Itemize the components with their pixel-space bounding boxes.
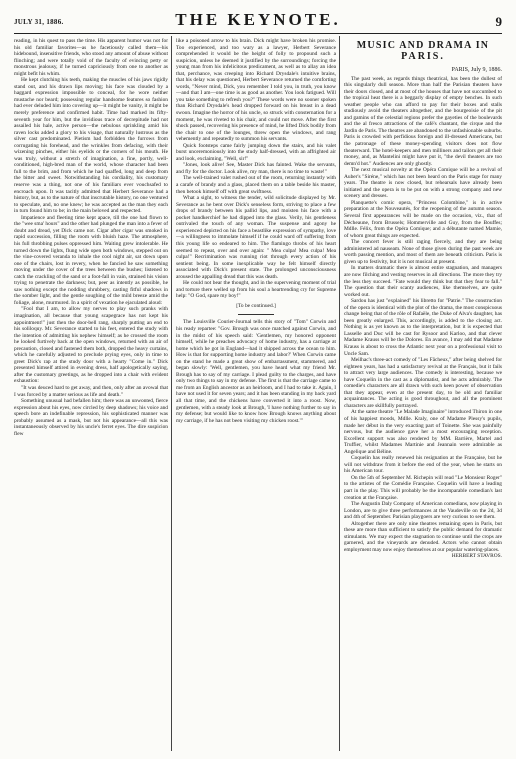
column-divider: [171, 36, 172, 751]
paragraph: The Augustin Daly Company of American comedians, now playing in London, are to give three performances at the Vaudeville on the 2d, 3d and 4th of September. Parisian playgoers are very curious to see them.: [344, 501, 502, 521]
paragraph: The past week, as regards things theatrical, has been the dullest of this singularly dull season. More than half the Parisian theaters have their doors closed, and at most of the houses that have not succumbed to the tropical heat there is a beggarly display of empty benches. In such weather people who can afford to pay for their boxes and stalls studiously avoid the theaters altogether, and the bourgeoisie of the pit and gamins of the celestial regions prefer the gayeties of the boulevards and the al fresco attractions of the café's chantant, the cirque and the Jardin de Paris. The theatres are abandoned to the unfashionable suburbs. Paris is crowded with perfidious foreign and ill-dressed Americans, but the patronage of these money-spending visitors does not flow theaterward. The hotel-keepers and men milliners and tailors get all their money, and, as Mantelini might have put it, "the devil theaters are too demn'd hot." Audiences are only ghostly.: [344, 75, 502, 167]
paragraph: "Jones, look alive! See, Master Dick has fainted. Wake the servants, and fly for the doctor. Look alive, my man, there is no time to waste!": [176, 162, 336, 175]
publication-title: THE KEYNOTE.: [175, 10, 341, 29]
paragraph: Coquelin has really renewed his resignation at the Française, but he will not withdraw from it before the end of the year, when he starts on his American tour.: [344, 455, 502, 475]
paragraph: At the same theatre "Le Malade Imaginaire" introduced Thiron in one of his happiest moods, Mdlle. Kraly, one of Madame Plessy's pupils, made her début in the very exacting part of Toinette. She was painfully nervous, but the audience gave her a most encouraging reception. Excellent support was also rendered by MM. Barrière, Martel and Truffier, whilst Madames Martinie and Jeannain were admirable as Angelique and Béline.: [344, 409, 502, 455]
paragraph: like a poisoned arrow to his brain. Dick might have broken his promise. Too experienced, and too wary as a lawyer, Herbert Severance comprehended it would be the height of folly to propound such a suspicion, unless he deemed it justified by the surroundings; forcing the young man from his infelicitous predicament, as well as to allay an idea that, perchance, was creeping into Richard Drysdale's intuitive brains, that his delay was questioned, Herbert Severance returned the comforting words, "Never mind, Dick, you remember I told you, in truth, you know—and that I am—one time is as good as another. You look fatigued. Will you take something to refresh you?" These words were no sooner spoken than Richard Drysdale's head dropped forward on his breast in a dead swoon. Imagine the horror of his uncle, so struck with consternation for a moment, he was riveted to his chair, and could not move. After the first shock passed, recovering his presence of mind, he lifted Dick bodily from the chair to one of the lounges, threw open the windows, and rang vehemently and repeatedly to summon his servants.: [176, 38, 336, 143]
paragraph: "Fool that I am, to allow my nerves to play such pranks with imagination, all because that young scapegrace has not kept his appointment!" just then the door-bell rang, sharply putting an end to his soliloquy. Mr. Severance started to his feet, entered the study with the intention of admitting his nephew himself; as he crossed the room he looked furtively back at the open windows, returned with an air of precaution, closed and fastened them both, dropped the heavy curtains, which he carefully adjusted to preclude prying eyes, only in time to greet Dick's rap at the study door with a hearty "Come in." Dick presented himself attired in evening dress, half apologetically saying, after the customary greetings, as he dropped into a chair with evident exhaustion:: [14, 306, 168, 385]
paragraph: The well-trained valet rushed out of the room, returning instantly with a carafe of brandy and a glass, placed them on a table beside his master, then betook himself off with great swiftness.: [176, 175, 336, 195]
section-subtitle: PARIS.: [401, 51, 445, 62]
column-3: [344, 38, 502, 751]
issue-date: JULY 31, 1886.: [14, 18, 64, 26]
continued-note: [To be continued.]: [236, 302, 276, 309]
paragraph: Sardou has just "explained" his libretto for "Patrie." The construction of the opera is identical with the plot of the drama, the most conspicuous change being that of the rôle of Rafaële, the Duke of Alva's daughter, has been greatly enlarged. This, accordingly, is added to the closing act. Nothing is as yet known as to the interpretation, but it is expected that Lasselle and Duc will be cast for Rysoor and Karloo, and that clever Madame Krauss will be the Dolores. En avance, I may add that Madame Krauss is about to cross the Atlantic next year on a professional visit to Uncle Sam.: [344, 298, 502, 357]
section-title: MUSIC AND DRAMA IN: [356, 40, 490, 51]
paragraph: Quick footsteps came fairly jumping down the stairs, and his valet burst unceremoniously into the study half-dressed, with an affrighted air and look, exclaiming, "Well, sir!": [176, 142, 336, 162]
paragraph: In matters dramatic there is almost entire stagnation, and managers are now filching and vesting reserves in all directions. The more they try the less they succeed. "Fate would they think but that they fear to fall." The question that their scanty audiences, like themselves, are quite worked out.: [344, 265, 502, 298]
paragraph: "It was deuced hard to get away, and then, only after an avowal that I was forced by a matter serious as life and death.": [14, 384, 168, 398]
dateline: PARIS, July 9, 1886.: [451, 67, 502, 73]
paragraph: Altogether there are only nine theatres remaining open in Paris, but these are more than sufficient to satisfy the public demand for dramatic stimulants. We may expect the stagnation to continue until the crops are garnered, and the vineyards are denuded. Actors who cannot obtain employment may now enjoy themselves at our popular watering-places.: [344, 520, 502, 553]
paragraph: He could not bear the thought, and in the supervening moment of trial and torture there welled up from his soul a heartrending cry for Supreme help: "O God, spare my boy!": [176, 280, 336, 300]
paragraph: Planquette's comic opera, "Princess Colombine," is in active preparation at the Nouveautés, for the reopening of the autumn season. Several first appearances will be made on the occasion, viz., that of Décheaune, from Brussels; Hommerville and Guy, from the Bouffes; Mdlle. Félix, from the Opéra Comique; and a débutante named Mamie, of whom great things are expected.: [344, 199, 502, 239]
column-2: [176, 38, 336, 751]
article-separator: [238, 314, 274, 315]
paragraph: On the 5th of September M. Richepin will read "Le Monsieur Roger" to the artistes of the Comédie Française. Coquelin will have a leading part in the play. This will probably be the incomparable comedian's last creation at the Française.: [344, 474, 502, 501]
page-number: 9: [495, 14, 502, 29]
paragraph: Something unusual had befallen him; there was an unwonted, fierce expression about his eyes, now circled by deep shadows; his voice and speech bore an indefinable repression, his sophisticated manner was probably assumed as a mask, but not his appearance—all this was instantaneously observed by his uncle's ferret eyes. The dire suspicion flew: [14, 398, 168, 437]
paragraph: The Louisville Courier-Journal tells this story of "Tom" Corwin and his ready repartee: "Gov. Brough was once matched against Corwin, and in the midst of his speech said: 'Gentlemen, my honored opponent himself, while he preaches advocacy of home industry, has a carriage at home which he got in England—had it shipped across the ocean to him. How is that for supporting home industry and labor?' When Corwin came on the stand he made a great show of embarrassment, stammered, and began slowly: 'Well, gentlemen, you have heard what my friend Mr. Brough has to say of my carriage. I plead guilty to the charges, and have only two things to say in my defense. The first is that the carriage came to me from an English ancestor as an heirloom, and I had to take it. Again, I have not used it for seven years; and it has been standing in my back yard all that time, and the chickens have converted it into a roost. Now, gentlemen, with a steady look at Brough, 'I have nothing further to say in my defense; but would like to know how Brough knows anything about my carriage, if he has not been visiting my chicken roost.'": [176, 319, 336, 424]
paragraph: Meilhac's three-act comedy of "Les Fâcheux," after being shelved for eighteen years, has had a satisfactory revival at the Français, but it fails to attract very large audiences. The comedy is interesting, because we have Coquelin in the cast as a diplomatist, and he acts admirably. The comedie's characters are all drawn with such keen power of observation that they appear, even at the present day, to be old and familiar acquaintances. The acting is good throughout, and all the prominent characters are skillfully portrayed.: [344, 357, 502, 409]
author-signature: HERBERT STAVROS.: [451, 553, 502, 560]
column-divider: [339, 36, 340, 751]
paragraph: The concert fever is still raging fiercely, and they are being administered ad nauseam. None of those given during the past week are worth passing mention, and most of them are beneath criticism. Paris is given up to festivity, but it is not musical at present.: [344, 239, 502, 265]
paragraph: The next musical novelty at the Opéra Comique will be a revival of Auber's "Siréne," which has not been heard on the Paris stage for many years. The theatre is now closed, but rehearsals have already been initiated and the opera is to be put on with a strong company and new scenery and dresses.: [344, 167, 502, 200]
paragraph: Impatience and fleeting time kept apace, till the one had flown to the "wee sma' hours" and the other had plunged the man into a fever of doubt and dread, yet Dick came not. Cigar after cigar was smoked in rapid succession, filling the room with bluish haze. The atmosphere, his full throbbing pulses oppressed him. Waiting grew intolerable. He turned down the lights, flung wide open both windows, stepped out on the vine-covered veranda to inhale the cool night air, sat down upon one of the chairs, lost in revery, when he fancied he saw something moving under the cover of the trees between the bushes; listened to catch the crackling of the sand or a foot-fall in vain, strained his vision trying to penetrate the darkness; but, peer as intently as possible, he saw nothing except the nodding shrubbery, casting fitful shadows in the somber light, and the gentle soughing of the mild breeze amid the foliage, alone, murmured. In a spirit of vexation he ejaculated aloud:: [14, 214, 168, 306]
column-1: [14, 38, 168, 751]
paragraph: He kept clutching his teeth, making the muscles of his jaws rigidly stand out, and his drawn lips moving; his face was clouded by a haggard expression impossible to conceal, for he wore neither mustache nor beard; possessing regular handsome features so fashion had ever deluded him into covering up—it might be vanity, it might be merely preference and confirmed habit. Time had marked its fifty-seventh year for him, but the invidious trace of decrepitude had not assailed his hale, active person—the nebulous sprinkling amid his raven locks added a glory to his visage, that naturally lustrous as the silver cast predominated. Pietism had forbidden the furrows from corrugating his forehead, and the wrinkles from defacing, with their wizening pinches, either his eyelids or the corners of his mouth. He was truly, without a stretch of imagination, a fine, portly, well-conditioned, high-bred man of the world, whose character had been full to the brim, and from which he had quaffed, long and deep from the bitter and sweet. Notwithstanding his cordiality, his customary reserve was a thing, not one of his familiars ever vouchsafed to encroach upon. It was tacitly admitted that Herbert Severance had a history, but, as to the nature of that inscrutable history, no one ventured to speculate, and, no one knew; he was accepted as the man they each in turn found him to be; in the main beloved and respected.: [14, 77, 168, 215]
header-rule: [14, 33, 502, 34]
paragraph: What a sight, to witness the tender, wild solicitude displayed by Mr. Severance as he bent over Dick's senseless form, striving to place a few drops of brandy between his pallid lips, and moisten his face with a pocket handkerchief he had dipped into the glass. Verily, his gentleness outrivaled the touch of any woman. The suspense and agony he experienced depicted on his face a beastlike expression of sympathy, love—a willingness to immolate himself if he could ward off suffering from this young life so endeared to him. The flamingo throbs of his heart seemed to repeat, over and over again: " Mea culpa! Mea culpa! Mea culpa!" Recrimination was running riot through every action of his sentient being. In some inexplicable way he felt himself directly associated with Dick's present state. The prolonged unconsciousness aroused the appalling dread that this was death.: [176, 195, 336, 280]
masthead: [14, 6, 502, 32]
paragraph: reading, in his quest to pass the time. His apparent humor was not for his old familiar favorites—as he facetiously called them—his hidebound, insensitive friends, who stood any amount of abuse without flinching; and were totally void of the faculty of evincing petty or monstrous jealousy, if he turned capriciously from one to another as might befit his whim.: [14, 38, 168, 77]
